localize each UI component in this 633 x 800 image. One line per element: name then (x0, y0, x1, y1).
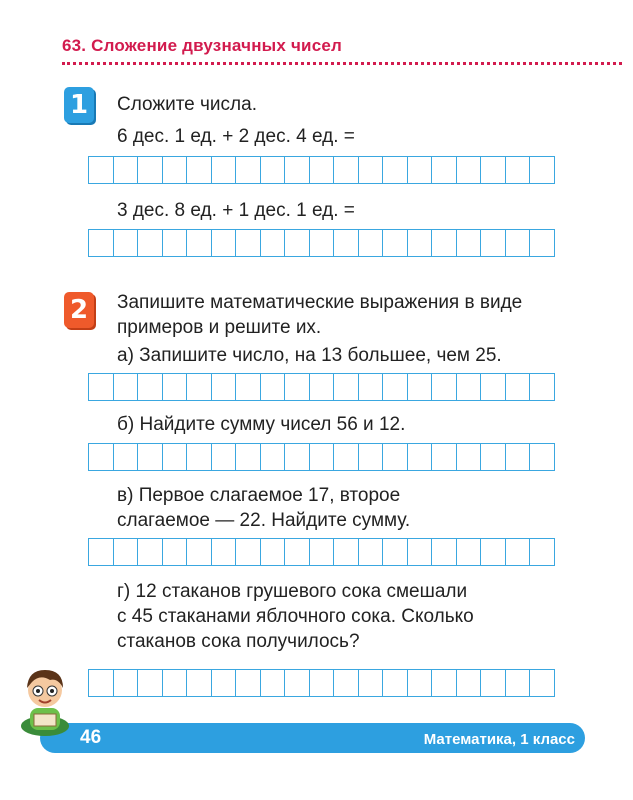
answer-cell[interactable] (382, 538, 408, 566)
answer-cell[interactable] (186, 443, 212, 471)
answer-cell[interactable] (309, 373, 335, 401)
answer-cell[interactable] (358, 229, 384, 257)
answer-cell[interactable] (162, 373, 188, 401)
task-1-expression-1: 6 дес. 1 ед. + 2 дес. 4 ед. = (117, 126, 355, 147)
answer-cell[interactable] (162, 229, 188, 257)
answer-cell[interactable] (137, 669, 163, 697)
task-2-instruction-line-1: Запишите математические выражения в виде (117, 292, 523, 313)
answer-cell[interactable] (505, 156, 531, 184)
answer-cell[interactable] (358, 669, 384, 697)
answer-cell[interactable] (456, 229, 482, 257)
answer-cell[interactable] (309, 538, 335, 566)
answer-cell[interactable] (88, 443, 114, 471)
answer-cell[interactable] (431, 443, 457, 471)
answer-cell[interactable] (260, 538, 286, 566)
answer-cell[interactable] (260, 669, 286, 697)
answer-cell[interactable] (431, 156, 457, 184)
answer-cell[interactable] (358, 373, 384, 401)
answer-cell[interactable] (505, 538, 531, 566)
answer-cell[interactable] (382, 373, 408, 401)
answer-cell[interactable] (431, 373, 457, 401)
answer-cell[interactable] (235, 373, 261, 401)
answer-cell[interactable] (284, 443, 310, 471)
answer-cell[interactable] (235, 538, 261, 566)
task-2-instruction-line-2: примеров и решите их. (117, 317, 322, 338)
answer-cell[interactable] (186, 229, 212, 257)
answer-cell[interactable] (137, 538, 163, 566)
answer-cell[interactable] (505, 229, 531, 257)
answer-cell[interactable] (382, 669, 408, 697)
answer-cell[interactable] (88, 156, 114, 184)
answer-cell[interactable] (113, 156, 139, 184)
task-2-d-line-2: с 45 стаканами яблочного сока. Сколько (117, 606, 474, 627)
page-number: 46 (80, 727, 102, 748)
answer-cell[interactable] (407, 669, 433, 697)
answer-cell[interactable] (309, 443, 335, 471)
task-1-badge: 1 (64, 87, 94, 123)
answer-cell[interactable] (162, 538, 188, 566)
answer-cell[interactable] (137, 229, 163, 257)
page-title: 63. Сложение двузначных чисел (62, 36, 343, 55)
answer-cell[interactable] (260, 443, 286, 471)
answer-cell[interactable] (260, 373, 286, 401)
answer-grid[interactable] (88, 373, 555, 401)
answer-cell[interactable] (113, 443, 139, 471)
answer-cell[interactable] (211, 373, 237, 401)
answer-cell[interactable] (529, 156, 555, 184)
answer-cell[interactable] (407, 373, 433, 401)
answer-cell[interactable] (529, 443, 555, 471)
answer-cell[interactable] (456, 669, 482, 697)
answer-cell[interactable] (284, 156, 310, 184)
task-2-a: а) Запишите число, на 13 большее, чем 25. (117, 345, 502, 366)
answer-cell[interactable] (284, 373, 310, 401)
answer-cell[interactable] (88, 669, 114, 697)
answer-cell[interactable] (456, 156, 482, 184)
answer-cell[interactable] (333, 443, 359, 471)
answer-cell[interactable] (382, 156, 408, 184)
answer-cell[interactable] (113, 669, 139, 697)
answer-cell[interactable] (407, 229, 433, 257)
answer-cell[interactable] (407, 156, 433, 184)
answer-cell[interactable] (333, 373, 359, 401)
answer-cell[interactable] (309, 156, 335, 184)
answer-cell[interactable] (186, 373, 212, 401)
answer-cell[interactable] (480, 373, 506, 401)
answer-cell[interactable] (333, 229, 359, 257)
answer-cell[interactable] (284, 538, 310, 566)
answer-cell[interactable] (431, 669, 457, 697)
answer-cell[interactable] (162, 156, 188, 184)
answer-cell[interactable] (382, 229, 408, 257)
title-dotted-rule (62, 62, 622, 65)
answer-cell[interactable] (431, 538, 457, 566)
answer-cell[interactable] (235, 443, 261, 471)
answer-grid[interactable] (88, 156, 555, 184)
answer-grid[interactable] (88, 229, 555, 257)
answer-cell[interactable] (235, 669, 261, 697)
answer-cell[interactable] (235, 229, 261, 257)
answer-cell[interactable] (88, 229, 114, 257)
answer-cell[interactable] (137, 156, 163, 184)
answer-cell[interactable] (162, 669, 188, 697)
answer-grid[interactable] (88, 669, 555, 697)
answer-cell[interactable] (358, 443, 384, 471)
answer-cell[interactable] (529, 538, 555, 566)
answer-cell[interactable] (358, 538, 384, 566)
answer-cell[interactable] (113, 538, 139, 566)
task-2-c-line-1: в) Первое слагаемое 17, второе (117, 485, 401, 506)
answer-cell[interactable] (456, 373, 482, 401)
answer-cell[interactable] (529, 669, 555, 697)
answer-cell[interactable] (480, 229, 506, 257)
answer-cell[interactable] (456, 443, 482, 471)
answer-cell[interactable] (113, 373, 139, 401)
answer-cell[interactable] (235, 156, 261, 184)
answer-cell[interactable] (358, 156, 384, 184)
answer-cell[interactable] (211, 669, 237, 697)
task-2-c-line-2: слагаемое — 22. Найдите сумму. (117, 510, 411, 531)
task-2-d-line-1: г) 12 стаканов грушевого сока смешали (117, 581, 468, 602)
answer-cell[interactable] (333, 538, 359, 566)
answer-cell[interactable] (333, 669, 359, 697)
answer-grid[interactable] (88, 443, 555, 471)
task-2-d-line-3: стаканов сока получилось? (117, 631, 360, 652)
task-2-badge: 2 (64, 292, 94, 328)
answer-cell[interactable] (211, 443, 237, 471)
answer-cell[interactable] (137, 443, 163, 471)
answer-cell[interactable] (211, 229, 237, 257)
answer-cell[interactable] (260, 229, 286, 257)
answer-cell[interactable] (186, 538, 212, 566)
task-1-instruction: Сложите числа. (117, 94, 257, 115)
book-title: Математика, 1 класс (423, 731, 575, 748)
answer-cell[interactable] (480, 443, 506, 471)
answer-cell[interactable] (480, 538, 506, 566)
answer-cell[interactable] (333, 156, 359, 184)
answer-cell[interactable] (480, 156, 506, 184)
answer-cell[interactable] (284, 669, 310, 697)
answer-cell[interactable] (431, 229, 457, 257)
answer-cell[interactable] (505, 373, 531, 401)
answer-cell[interactable] (309, 669, 335, 697)
answer-cell[interactable] (137, 373, 163, 401)
answer-cell[interactable] (407, 443, 433, 471)
answer-cell[interactable] (529, 229, 555, 257)
answer-cell[interactable] (382, 443, 408, 471)
answer-cell[interactable] (211, 156, 237, 184)
answer-cell[interactable] (284, 229, 310, 257)
answer-cell[interactable] (407, 538, 433, 566)
answer-cell[interactable] (211, 538, 237, 566)
task-2-b: б) Найдите сумму чисел 56 и 12. (117, 414, 406, 435)
answer-cell[interactable] (505, 669, 531, 697)
answer-cell[interactable] (480, 669, 506, 697)
answer-cell[interactable] (309, 229, 335, 257)
answer-grid[interactable] (88, 538, 555, 566)
answer-cell[interactable] (186, 669, 212, 697)
answer-cell[interactable] (113, 229, 139, 257)
answer-cell[interactable] (88, 373, 114, 401)
answer-cell[interactable] (186, 156, 212, 184)
boy-reading-icon (10, 660, 80, 740)
answer-cell[interactable] (456, 538, 482, 566)
answer-cell[interactable] (162, 443, 188, 471)
answer-cell[interactable] (505, 443, 531, 471)
answer-cell[interactable] (260, 156, 286, 184)
task-1-expression-2: 3 дес. 8 ед. + 1 дес. 1 ед. = (117, 200, 355, 221)
answer-cell[interactable] (529, 373, 555, 401)
answer-cell[interactable] (88, 538, 114, 566)
